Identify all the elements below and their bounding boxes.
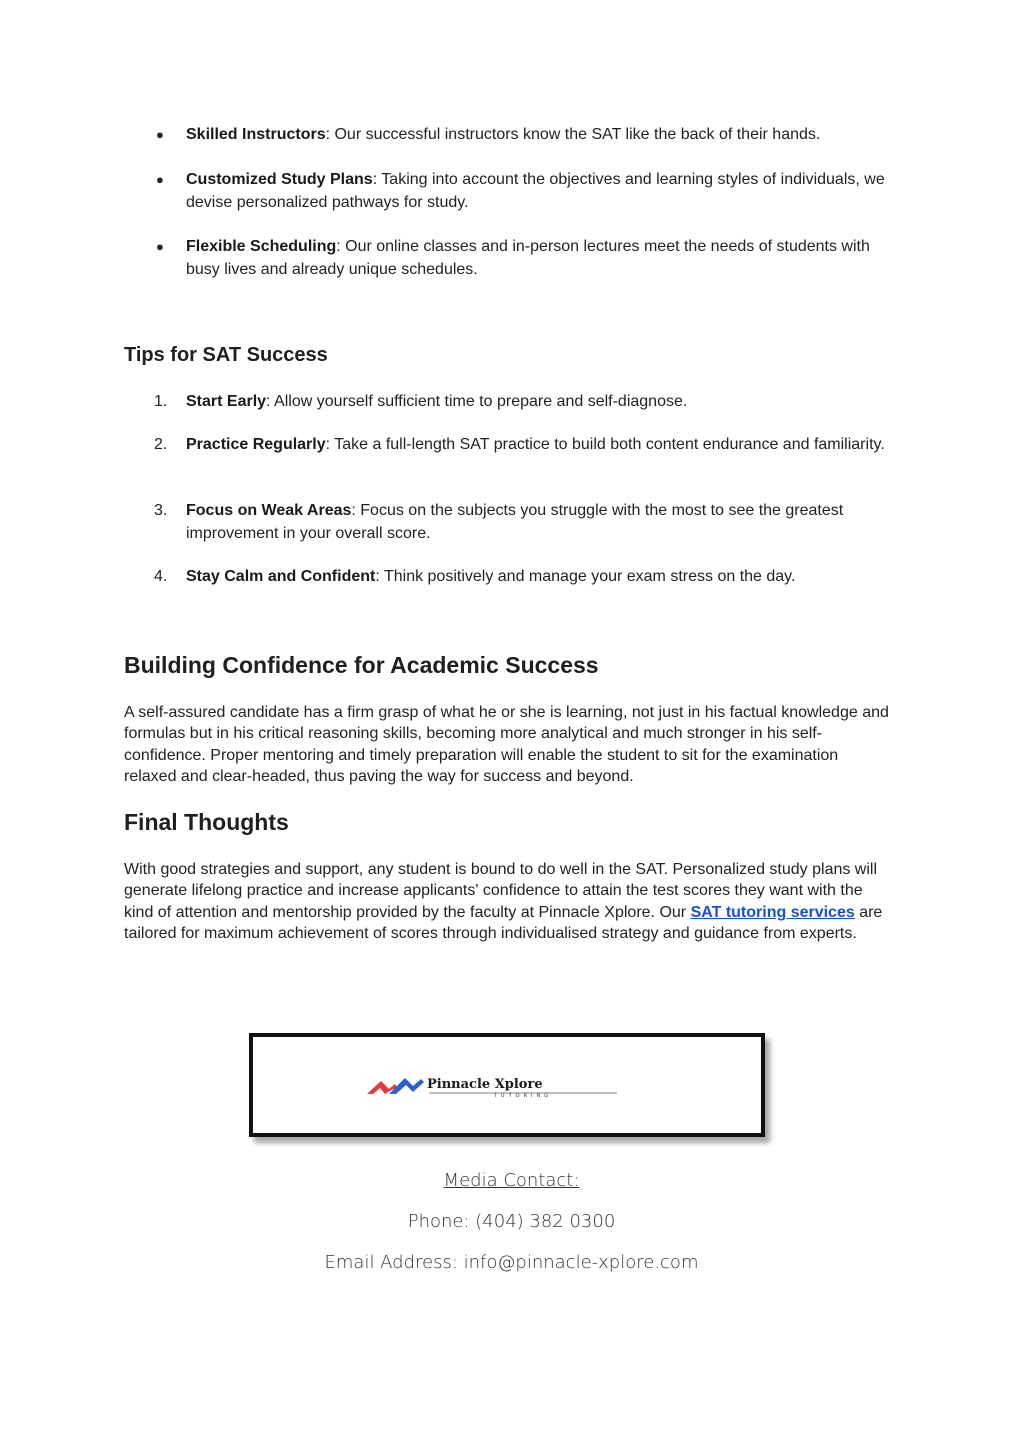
feature-item xyxy=(186,235,898,281)
final-heading: Final Thoughts xyxy=(124,809,289,835)
media-contact-label: Media Contact: xyxy=(443,1170,580,1191)
tip-item xyxy=(186,565,898,588)
logo-tagline: TUTORING xyxy=(493,1093,553,1099)
bullet-icon: ● xyxy=(156,172,164,187)
tip-title: Focus on Weak Areas xyxy=(186,502,352,519)
logo-banner xyxy=(249,1033,765,1137)
tip-title: Practice Regularly xyxy=(186,436,326,453)
confidence-paragraph: A self-assured candidate has a firm grasp of what he or she is learning, not just in his factual knowledge and formulas but in his critical reasoning skills, becoming more analytical and much stronger in his self-confidence. Proper mentoring and timely preparation will enable the student to sit for the examination relaxed and clear-headed, thus paving the way for success and beyond. xyxy=(124,704,889,786)
final-text-before: With good strategies and support, any student is bound to do well in the SAT. Personalized study plans will generate lifelong practice and increase applicants' confidence to attain the test scores they want with the kind of attention and mentorship provided by the faculty at Pinnacle Xplore. Our xyxy=(124,861,878,921)
feature-title: Customized Study Plans xyxy=(186,171,373,188)
tip-text: : Take a full-length SAT practice to build both content endurance and familiarity. xyxy=(325,436,885,453)
confidence-heading: Building Confidence for Academic Success xyxy=(124,652,599,678)
feature-text: : Our successful instructors know the SAT like the back of their hands. xyxy=(325,126,821,143)
feature-item xyxy=(186,168,898,214)
tip-item xyxy=(186,433,898,456)
sat-tutoring-link[interactable]: SAT tutoring services xyxy=(690,903,855,921)
feature-text: : Taking into account the objectives and learning styles of individuals, we devise personalized pathways for study. xyxy=(186,171,885,211)
tip-number: 3. xyxy=(154,502,168,519)
tip-text: : Think positively and manage your exam stress on the day. xyxy=(375,568,796,585)
feature-title: Skilled Instructors xyxy=(186,126,326,143)
tip-number: 2. xyxy=(154,436,168,453)
tip-item xyxy=(186,499,898,545)
logo-name: Pinnacle Xplore xyxy=(427,1077,543,1092)
contact-phone: Phone: (404) 382 0300 xyxy=(407,1211,616,1232)
tip-text: : Allow yourself sufficient time to prepare and self-diagnose. xyxy=(266,393,688,410)
final-text-after: are tailored for maximum achievement of scores through individualised strategy and guidance from experts. xyxy=(124,903,883,943)
bullet-icon: ● xyxy=(156,239,164,254)
tip-title: Start Early xyxy=(186,393,267,410)
tip-item xyxy=(186,390,898,413)
tip-number: 4. xyxy=(154,568,168,585)
bullet-icon: ● xyxy=(156,127,164,142)
tip-text: : Focus on the subjects you struggle with the most to see the greatest improvement in your overall score. xyxy=(186,502,844,542)
feature-title: Flexible Scheduling xyxy=(186,238,337,255)
final-paragraph xyxy=(124,859,894,945)
tips-heading: Tips for SAT Success xyxy=(124,344,328,366)
feature-text: : Our online classes and in-person lectures meet the needs of students with busy lives and already unique schedules. xyxy=(186,238,870,278)
feature-item xyxy=(186,123,898,146)
pinnacle-xplore-logo xyxy=(253,1037,761,1133)
contact-email: Email Address: info@pinnacle-xplore.com xyxy=(324,1252,699,1273)
tip-title: Stay Calm and Confident xyxy=(186,568,376,585)
tip-number: 1. xyxy=(154,393,168,410)
